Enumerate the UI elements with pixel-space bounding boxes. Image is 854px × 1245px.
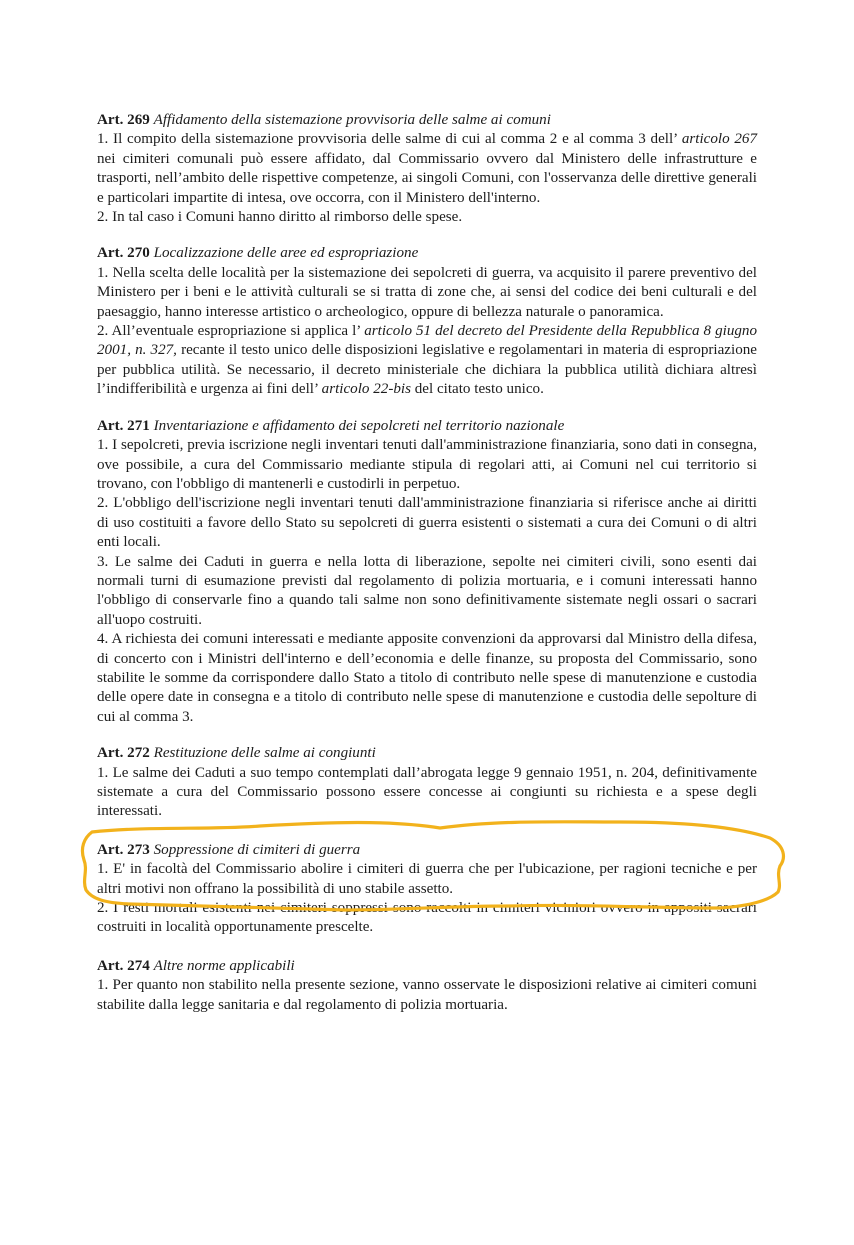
article-number: Art. 272	[97, 745, 150, 762]
article-title: Restituzione delle salme ai congiunti	[153, 745, 376, 762]
article-paragraph: 2. I resti mortali esistenti nei cimiteri soppressi sono raccolti in cimiteri viciniori ovvero in appositi sacrari costruiti in località opportunamente prescelte.	[97, 900, 757, 936]
article-paragraph: 4. A richiesta dei comuni interessati e mediante apposite convenzioni da approvarsi dal Ministro della difesa, di concerto con i Ministri dell'interno e dell’economia e delle finanze, su proposta del Commissario, sono stabilite le somme da corrispondere dallo Stato a titolo di contributo nelle spese di manutenzione e custodia delle opere date in consegna e a titolo di contributo nelle spese di manutenzione e custodia delle sepolture di cui al comma 3.	[97, 631, 757, 725]
article-271	[97, 417, 757, 728]
law-reference: articolo 267	[681, 131, 757, 148]
article-title: Altre norme applicabili	[153, 957, 295, 974]
article-heading	[97, 244, 757, 263]
article-heading	[97, 417, 757, 436]
article-269	[97, 111, 757, 227]
article-paragraph: 1. I sepolcreti, previa iscrizione negli inventari tenuti dall'amministrazione finanziaria, sono dati in consegna, ove possibile, a cura del Commissario mediante stipula di regolari atti, ai Comuni nel cui territorio si trovano, con l'obbligo di mantenerli e custodirli in perpetuo.	[97, 437, 757, 492]
article-paragraph: 3. Le salme dei Caduti in guerra e nella lotta di liberazione, sepolte nei cimiteri civili, sono esenti dai normali turni di esumazione previsti dal regolamento di polizia mortuaria, e i comuni interessati hanno l'obbligo di conservarle fino a quando tali salme non sono definitivamente sistemate negli ossari o sacrari all'uopo costruiti.	[97, 553, 757, 628]
law-reference: articolo 22-bis	[321, 381, 411, 398]
article-272	[97, 744, 757, 822]
law-reference: articolo 51 del decreto del Presidente della Repubblica 8 giugno 2001, n. 327,	[97, 323, 758, 359]
article-heading	[97, 841, 757, 860]
article-paragraph: 1. Le salme dei Caduti a suo tempo contemplati dall’abrogata legge 9 gennaio 1951, n. 204, definitivamente sistemate a cura del Commissario possono essere concesse ai congiunti su richiesta e a spese degli interessati.	[97, 764, 757, 820]
article-paragraph	[97, 322, 757, 400]
paragraph-text: del citato testo unico.	[410, 381, 544, 398]
article-number: Art. 271	[97, 417, 150, 434]
article-title: Affidamento della sistemazione provvisoria delle salme ai comuni	[153, 112, 551, 128]
article-paragraph: 1. Per quanto non stabilito nella presente sezione, vanno osservate le disposizioni relative ai cimiteri comuni stabilite dalla legge sanitaria e dal regolamento di polizia mortuaria.	[97, 977, 757, 1013]
paragraph-text: 2. All’eventuale espropriazione si applica l’	[97, 323, 365, 340]
article-number: Art. 269	[97, 112, 150, 128]
article-paragraph	[97, 130, 757, 208]
article-heading	[97, 957, 757, 976]
paragraph-text: nei cimiteri comunali può essere affidato, dal Commissario ovvero dal Ministero delle infrastrutture e trasporti, nell’ambito delle rispettive competenze, ai singoli Comuni, con l'osservanza delle direttive generali e particolari impartite di intesa, ove occorra, con il Ministero dell'interno.	[97, 150, 757, 206]
paragraph-text: 1. Il compito della sistemazione provvisoria delle salme di cui al comma 2 e al comma 3 dell’	[97, 131, 682, 148]
paragraph-text: recante il testo unico delle disposizioni legislative e regolamentari in materia di espropriazione per pubblica utilità. Se necessario, il decreto ministeriale che dichiara la pubblica utilità dichiara altresì l’indifferibilità e urgenza ai fini dell’	[97, 342, 757, 398]
document-body	[97, 111, 757, 1015]
article-title: Soppressione di cimiteri di guerra	[153, 841, 361, 858]
article-number: Art. 274	[97, 957, 150, 974]
article-number: Art. 273	[97, 841, 150, 858]
article-270	[97, 244, 757, 399]
article-273	[97, 841, 757, 938]
article-paragraph: 1. E' in facoltà del Commissario abolire i cimiteri di guerra che per l'ubicazione, per ragioni tecniche e per altri motivi non offrano la possibilità di uno stabile assetto.	[97, 861, 757, 897]
article-heading	[97, 744, 757, 763]
article-274	[97, 957, 757, 1015]
article-paragraph: 2. In tal caso i Comuni hanno diritto al rimborso delle spese.	[97, 209, 463, 226]
article-paragraph: 2. L'obbligo dell'iscrizione negli inventari tenuti dall'amministrazione finanziaria si riferisce anche ai diritti di uso costituiti a favore dello Stato su sepolcreti di guerra esistenti o sistemati a cura dei Comuni o di altri enti locali.	[97, 495, 757, 551]
article-title: Localizzazione delle aree ed espropriazione	[153, 245, 419, 262]
article-paragraph: 1. Nella scelta delle località per la sistemazione dei sepolcreti di guerra, va acquisito il parere preventivo del Ministero per i beni e le attività culturali se si tratta di zone che, ai sensi del codice dei beni culturali e del paesaggio, hanno interesse artistico o archeologico, oppure di bellezza naturale o panoramica.	[97, 264, 757, 320]
article-heading	[97, 111, 757, 130]
article-title: Inventariazione e affidamento dei sepolcreti nel territorio nazionale	[153, 417, 565, 434]
article-number: Art. 270	[97, 245, 150, 262]
